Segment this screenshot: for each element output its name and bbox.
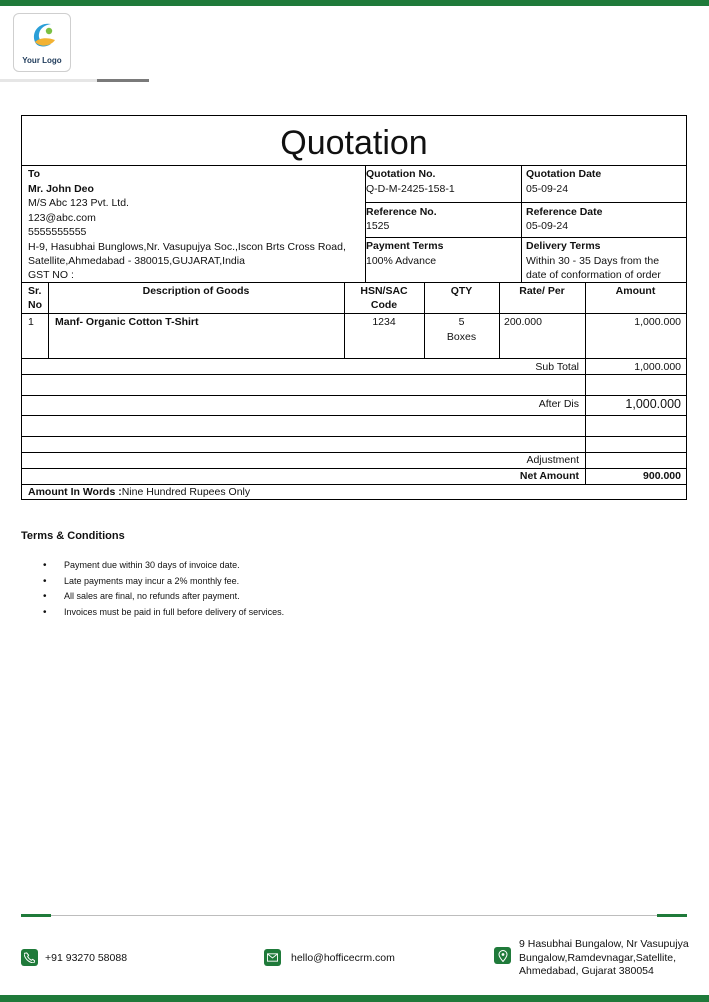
footer-address-line2: Bungalow,Ramdevnagar,Satellite, <box>519 952 677 964</box>
reference-no: 1525 <box>366 220 390 232</box>
rule <box>521 165 522 282</box>
rule <box>365 237 686 238</box>
footer-divider <box>21 915 687 916</box>
item-qty: 5 <box>458 316 465 328</box>
location-pin-icon <box>494 947 511 964</box>
customer-address-line2: Satellite,Ahmedabad - 380015,GUJARAT,India <box>28 255 245 267</box>
rule <box>22 395 686 396</box>
rule <box>22 313 686 314</box>
col-header-hsn: HSN/SAC <box>360 285 408 297</box>
col-header-sr: Sr. <box>28 285 42 297</box>
net-amount-label: Net Amount <box>519 470 579 482</box>
col-header-hsn-code: Code <box>370 299 398 311</box>
customer-company: M/S Abc 123 Pvt. Ltd. <box>28 197 129 209</box>
quotation-table <box>21 115 687 500</box>
adjustment-label: Adjustment <box>526 454 579 466</box>
customer-name: Mr. John Deo <box>28 183 94 195</box>
customer-address-line1: H-9, Hasubhai Bunglows,Nr. Vasupujya Soc.,Iscon Brts Cross Road, <box>28 241 346 253</box>
amount-in-words-value: Nine Hundred Rupees Only <box>121 486 251 498</box>
terms-title: Terms & Conditions <box>21 530 125 542</box>
amount-in-words <box>28 485 250 500</box>
mail-icon <box>264 949 281 966</box>
logo-text: Your Logo <box>22 56 62 65</box>
item-description: Manf- Organic Cotton T-Shirt <box>55 316 199 328</box>
delivery-terms-line2: date of conformation of order <box>526 269 661 281</box>
top-accent-bar <box>0 0 709 6</box>
col-header-qty: QTY <box>450 285 473 297</box>
rule <box>365 202 686 203</box>
payment-terms: 100% Advance <box>366 255 437 267</box>
item-sr: 1 <box>28 316 34 328</box>
sub-total-label: Sub Total <box>535 361 579 373</box>
footer-address-line3: Ahmedabad, Gujarat 380054 <box>519 965 654 977</box>
quotation-no-label: Quotation No. <box>366 168 436 180</box>
logo-mark-icon <box>29 20 57 50</box>
col-header-description: Description of Goods <box>142 285 250 297</box>
logo-rule-dark <box>97 79 149 82</box>
company-logo <box>13 13 71 72</box>
net-amount: 900.000 <box>643 470 681 482</box>
rule <box>22 436 686 437</box>
col-header-rate: Rate/ Per <box>519 285 565 297</box>
after-dis-label: After Dis <box>538 398 579 410</box>
col-header-amount: Amount <box>615 285 656 297</box>
footer-accent-left <box>21 914 51 917</box>
logo-rule-light <box>0 79 97 82</box>
rule <box>22 358 686 359</box>
col-header-sr-no: No <box>28 299 42 311</box>
customer-phone: 5555555555 <box>28 226 87 238</box>
footer-email: hello@hofficecrm.com <box>291 952 395 964</box>
bottom-accent-bar <box>0 995 709 1002</box>
delivery-terms-line1: Within 30 - 35 Days from the <box>526 255 660 267</box>
reference-no-label: Reference No. <box>366 206 437 218</box>
after-dis: 1,000.000 <box>625 397 681 411</box>
payment-terms-label: Payment Terms <box>366 240 444 252</box>
reference-date-label: Reference Date <box>526 206 603 218</box>
reference-date: 05-09-24 <box>526 220 569 232</box>
item-rate: 200.000 <box>504 316 542 328</box>
terms-list <box>40 558 284 620</box>
terms-item: • Late payments may incur a 2% monthly fee. <box>40 574 284 590</box>
rule <box>585 358 586 484</box>
sub-total: 1,000.000 <box>634 361 681 373</box>
item-unit: Boxes <box>446 331 477 343</box>
customer-gst: GST NO : <box>28 269 74 281</box>
quotation-no: Q-D-M-2425-158-1 <box>366 183 455 195</box>
rule <box>22 165 686 166</box>
footer-phone: +91 93270 58088 <box>45 952 128 964</box>
phone-icon <box>21 949 38 966</box>
delivery-terms-label: Delivery Terms <box>526 240 601 252</box>
footer-accent-right <box>657 914 687 917</box>
terms-item: • Payment due within 30 days of invoice date. <box>40 558 284 574</box>
item-amount: 1,000.000 <box>634 316 681 328</box>
to-label: To <box>28 168 41 180</box>
quotation-date-label: Quotation Date <box>526 168 602 180</box>
item-hsn: 1234 <box>372 316 396 328</box>
customer-email: 123@abc.com <box>28 212 96 224</box>
terms-item: • All sales are final, no refunds after payment. <box>40 589 284 605</box>
page-title: Quotation <box>280 124 428 162</box>
footer-address-line1: 9 Hasubhai Bungalow, Nr Vasupujya <box>519 938 689 950</box>
rule <box>22 415 686 416</box>
terms-item: • Invoices must be paid in full before delivery of services. <box>40 605 284 621</box>
amount-in-words-label: Amount In Words : <box>28 486 122 498</box>
quotation-date: 05-09-24 <box>526 183 569 195</box>
